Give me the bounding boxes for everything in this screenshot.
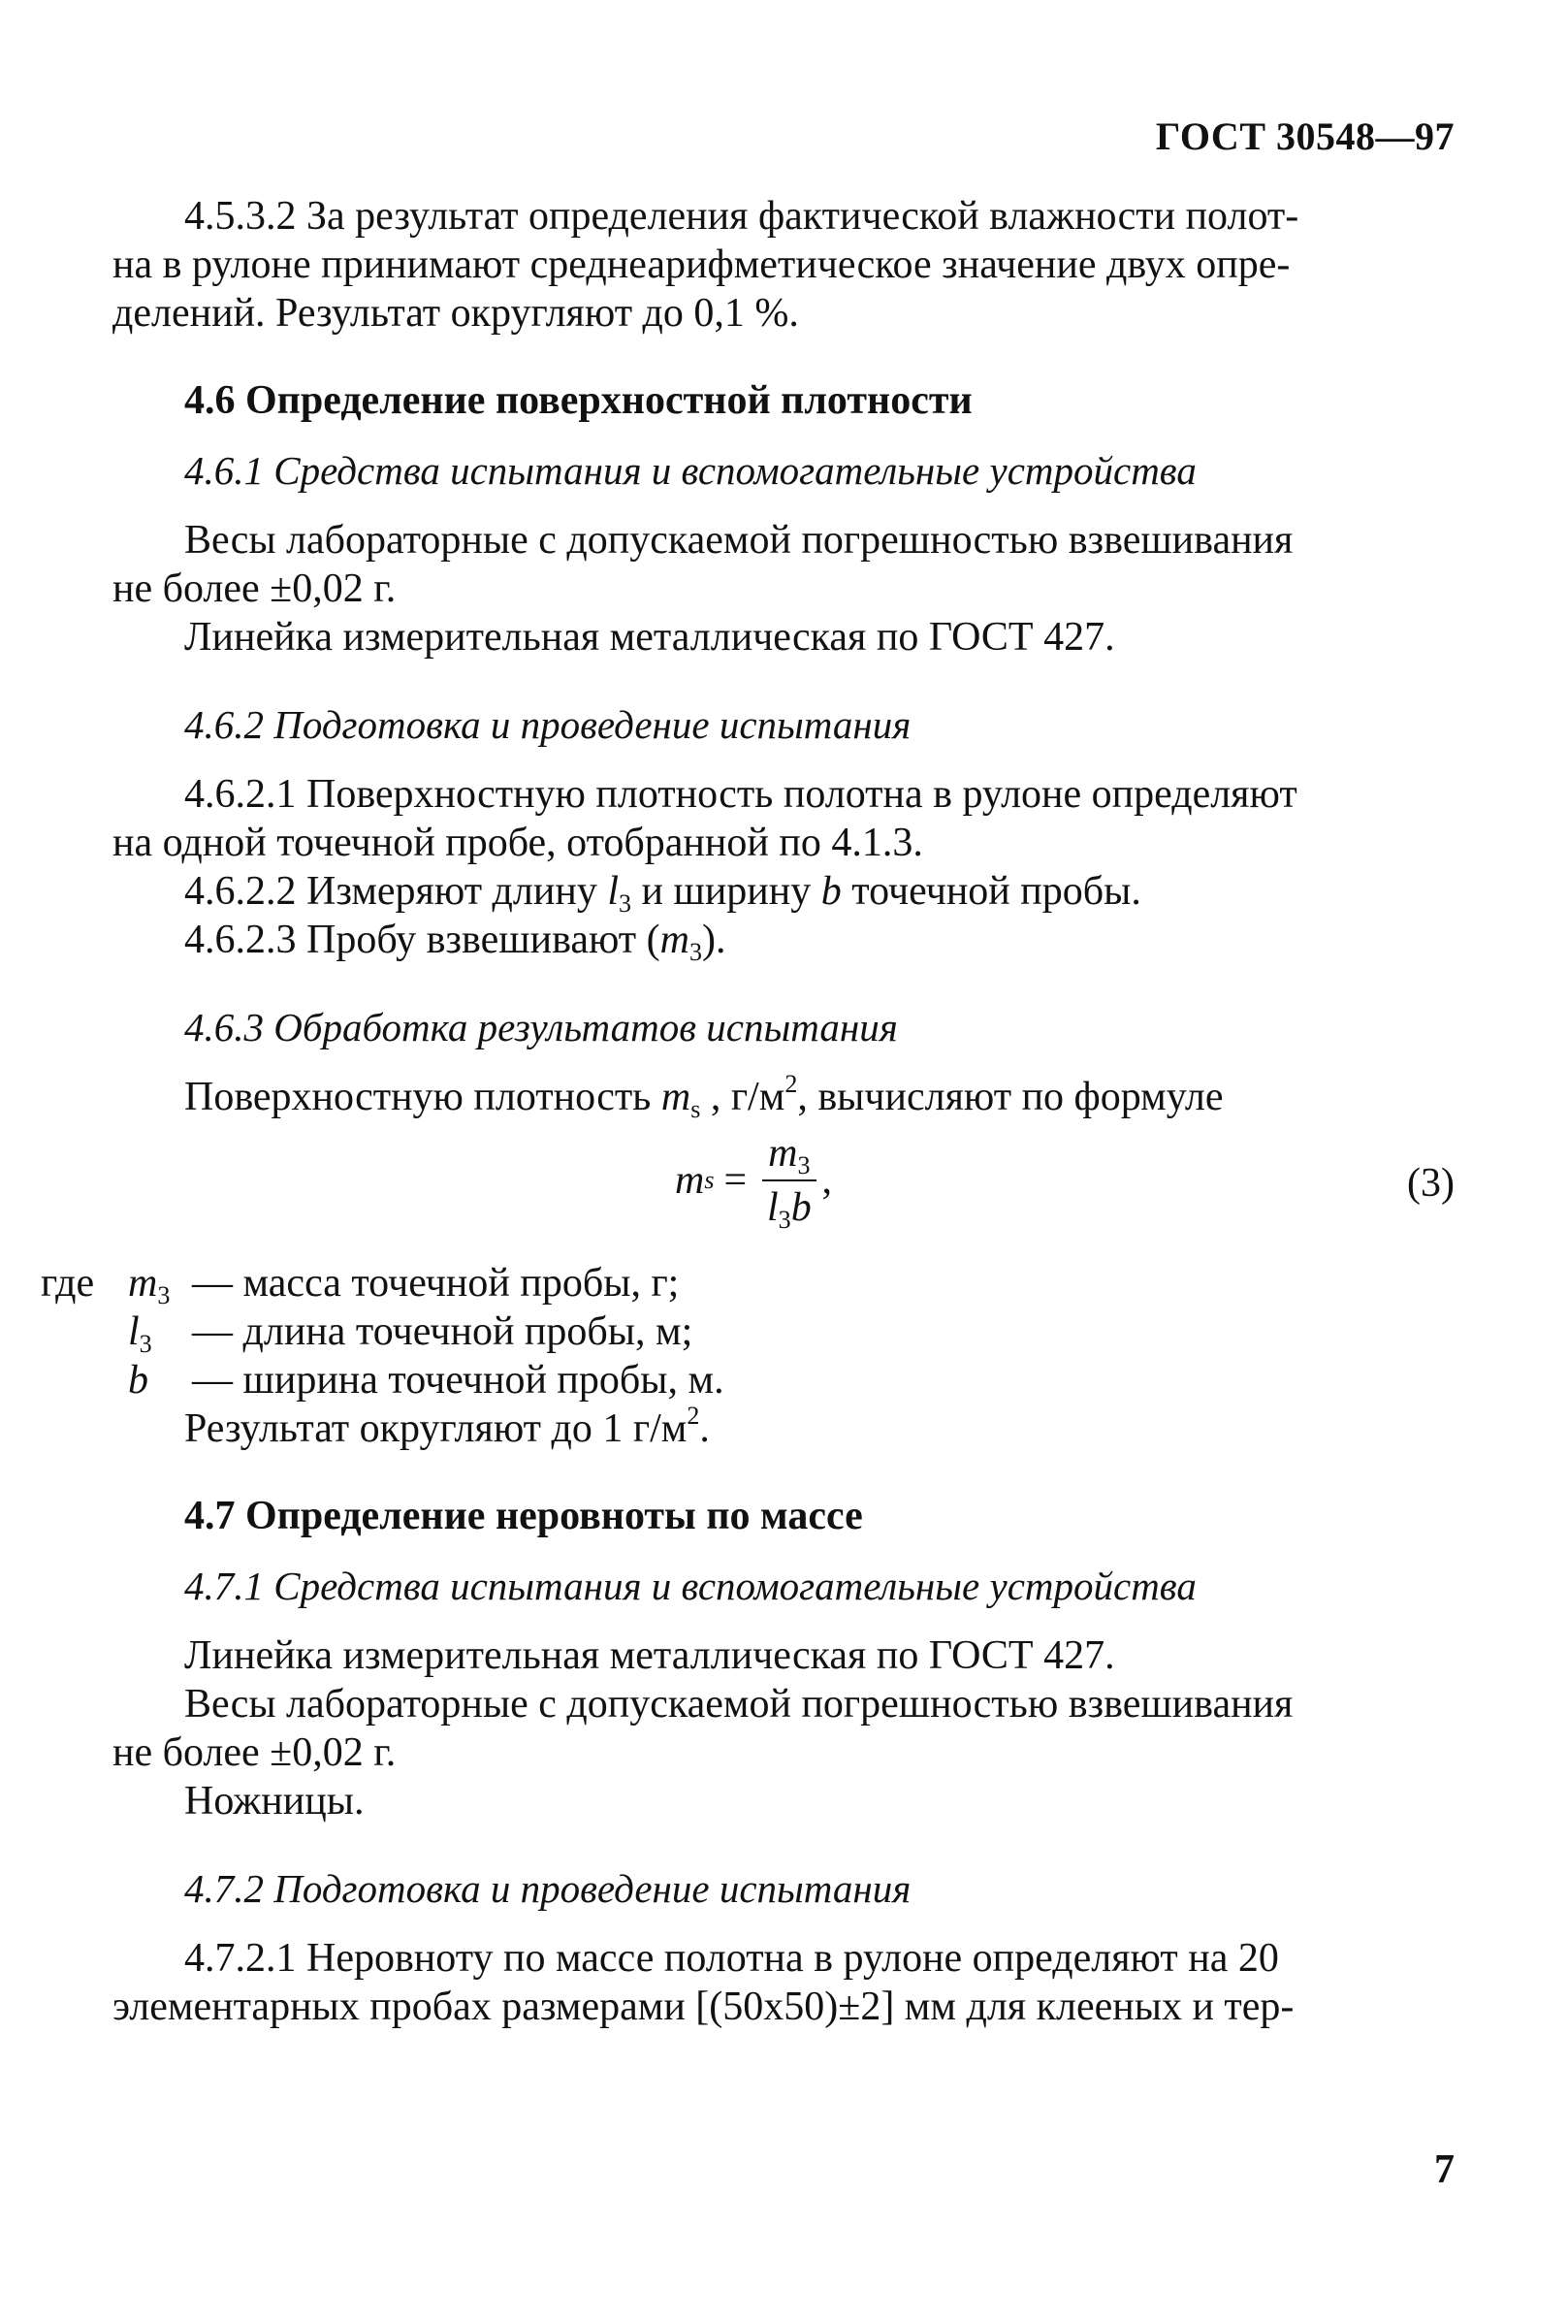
- paragraph-4-7-1-scales: [112, 1680, 1455, 1777]
- page-number: 7: [1434, 2147, 1455, 2192]
- line: на в рулоне принимают среднеарифметическое значение двух опре-: [112, 242, 1291, 287]
- subscript: 3: [797, 1150, 811, 1179]
- symbol: b: [820, 869, 842, 914]
- symbol: l: [607, 869, 619, 914]
- text: .: [699, 1406, 710, 1451]
- formula-expression: m s = $\frac{m_3}{l_3b}$ ,: [675, 1131, 833, 1234]
- paragraph-4-6-2-3: [112, 916, 1455, 964]
- paragraph-4-6-2-1: [112, 770, 1455, 867]
- text: Поверхностную плотность: [184, 1075, 661, 1119]
- paragraph-4-5-3-2: [112, 192, 1455, 338]
- subsection-heading-4-7-2: 4.7.2 Подготовка и проведение испытания: [184, 1866, 912, 1911]
- superscript: 2: [784, 1069, 798, 1098]
- symbol: m: [768, 1131, 798, 1176]
- legend-row: [41, 1356, 1455, 1404]
- text: , вычисляют по формуле: [797, 1075, 1224, 1119]
- paragraph-4-6-3: [112, 1069, 1455, 1123]
- text: 4.6.2.3 Пробу взвешивают (: [184, 918, 660, 962]
- subscript: 3: [778, 1205, 791, 1234]
- formula-denominator: [767, 1181, 812, 1234]
- symbol: b: [790, 1185, 812, 1230]
- text: точечной пробы.: [841, 869, 1141, 914]
- formula-lhs: m: [675, 1158, 705, 1203]
- legend-text: — масса точечной пробы, г;: [192, 1261, 680, 1306]
- line: 4.6.2.1 Поверхностную плотность полотна в рулоне определяют: [184, 772, 1297, 817]
- section-heading-4-6: 4.6 Определение поверхностной плотности: [184, 378, 973, 423]
- symbol: m: [128, 1261, 158, 1306]
- formula-3: [112, 1127, 1455, 1255]
- subscript: 3: [157, 1280, 171, 1309]
- paragraph-4-6-1-ruler: Линейка измерительная металлическая по ГОСТ 427.: [184, 615, 1115, 660]
- subscript: 3: [689, 937, 703, 966]
- line: 4.7.2.1 Неровноту по массе полотна в рулоне определяют на 20: [184, 1936, 1279, 1981]
- document-header: ГОСТ 30548—97: [1155, 114, 1455, 158]
- symbol: l: [767, 1185, 779, 1230]
- symbol: l: [128, 1309, 140, 1354]
- legend-row: [41, 1259, 1455, 1307]
- subscript: s: [690, 1094, 701, 1123]
- symbol: m: [660, 1075, 691, 1119]
- legend-lead: где: [41, 1261, 95, 1306]
- subsection-heading-4-6-3: 4.6.3 Обработка результатов испытания: [184, 1005, 898, 1049]
- paragraph-4-7-2-1: [112, 1934, 1455, 2031]
- legend-symbol: [128, 1356, 192, 1404]
- line: на одной точечной пробе, отобранной по 4.1.3.: [112, 821, 923, 865]
- section-heading-4-7: 4.7 Определение неровноты по массе: [184, 1494, 863, 1538]
- symbol: b: [128, 1358, 148, 1403]
- text: Результат округляют до 1 г/м: [184, 1406, 688, 1451]
- legend-text: — длина точечной пробы, м;: [192, 1309, 693, 1354]
- formula-equals: =: [723, 1158, 748, 1203]
- paragraph-rounding: [112, 1401, 1455, 1453]
- text: ).: [702, 918, 726, 962]
- line: Весы лабораторные с допускаемой погрешностью взвешивания: [184, 1682, 1294, 1727]
- legend-text: — ширина точечной пробы, м.: [192, 1358, 724, 1403]
- formula-numerator: [762, 1131, 816, 1181]
- formula-fraction: [762, 1131, 816, 1234]
- paragraph-4-6-2-2: [112, 867, 1455, 916]
- subsection-heading-4-6-1: 4.6.1 Средства испытания и вспомогательные устройства: [184, 448, 1197, 493]
- subscript: 3: [619, 888, 632, 918]
- subsection-heading-4-7-1: 4.7.1 Средства испытания и вспомогательные устройства: [184, 1564, 1197, 1608]
- legend-symbol: [128, 1259, 192, 1307]
- formula-number: (3): [1407, 1161, 1455, 1206]
- subsection-heading-4-6-2: 4.6.2 Подготовка и проведение испытания: [184, 702, 912, 747]
- line: элементарных пробах размерами [(50x50)±2] мм для клееных и тер-: [112, 1985, 1295, 2029]
- paragraph-4-7-1-scissors: Ножницы.: [184, 1779, 365, 1824]
- line: 4.5.3.2 За результат определения фактической влажности полот-: [184, 194, 1299, 239]
- formula-tail: ,: [821, 1158, 833, 1203]
- line: не более ±0,02 г.: [112, 566, 397, 611]
- text: 4.6.2.2 Измеряют длину: [184, 869, 608, 914]
- text: , г/м: [700, 1075, 785, 1119]
- line: Весы лабораторные с допускаемой погрешностью взвешивания: [184, 518, 1294, 563]
- legend-row: [41, 1307, 1455, 1356]
- formula-legend: [41, 1259, 1455, 1404]
- superscript: 2: [687, 1401, 700, 1430]
- text: и ширину: [631, 869, 821, 914]
- line: не более ±0,02 г.: [112, 1730, 397, 1775]
- subscript: 3: [139, 1329, 152, 1358]
- symbol: m: [659, 918, 689, 962]
- paragraph-4-6-1-scales: [112, 516, 1455, 613]
- line: делений. Результат округляют до 0,1 %.: [112, 291, 799, 336]
- paragraph-4-7-1-ruler: Линейка измерительная металлическая по ГОСТ 427.: [184, 1633, 1115, 1678]
- document-body: [41, 192, 1455, 2031]
- legend-symbol: [128, 1307, 192, 1356]
